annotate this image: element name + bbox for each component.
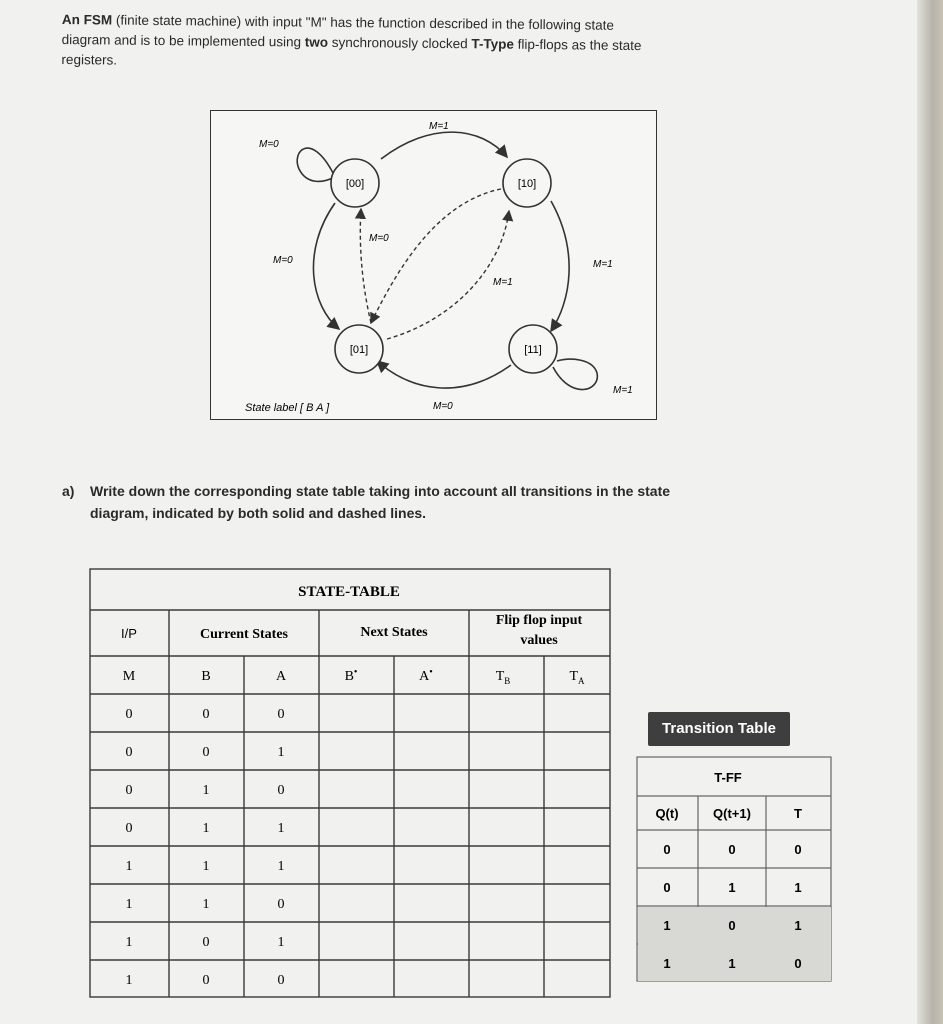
transition-table [636, 756, 832, 982]
state-row-1-b: 0 [202, 745, 210, 760]
tt-row-0-qt: 0 [663, 842, 671, 857]
state-row-7-b: 0 [202, 973, 210, 988]
col-b-next: B• [344, 667, 358, 684]
state-row-7-a: 0 [277, 973, 285, 988]
tt-row-3-qt: 1 [663, 956, 671, 971]
state-row-6-m: 1 [125, 935, 133, 950]
selfloop-00-arrow [297, 148, 335, 181]
state-10-label: [10] [517, 178, 537, 190]
state-row-0-b: 0 [202, 707, 210, 722]
state-row-6-b: 0 [202, 935, 210, 950]
tt-row-1-qt: 0 [663, 880, 671, 895]
tt-row-3-qt1: 1 [728, 956, 736, 971]
state-row-7-m: 1 [125, 973, 133, 988]
right-arc-arrow [551, 201, 569, 331]
state-table-title: STATE-TABLE [298, 584, 400, 600]
label-selfloop-00: M=0 [259, 139, 279, 150]
state-11-label: [11] [524, 344, 542, 356]
tt-row-0-t: 0 [794, 842, 802, 857]
state-label-legend: State label [ B A ] [245, 402, 330, 414]
left-arc-arrow [313, 203, 339, 329]
top-arc-arrow [381, 132, 507, 159]
selfloop-11-arrow [553, 359, 597, 389]
dashed-01-10-arrow [387, 211, 509, 339]
header-ff-line1: Flip flop input [495, 613, 583, 628]
label-right-arc: M=1 [593, 259, 613, 270]
tt-title: T-FF [714, 770, 742, 785]
problem-statement: An FSM (finite state machine) with input "M" has the function described in the following state diagram and is to be implemented using two synchronously clocked T-Type flip-flops as the state registers. [61, 11, 642, 68]
transition-table-badge: Transition Table [648, 712, 790, 746]
state-row-0-a: 0 [277, 707, 285, 722]
state-row-4-b: 1 [202, 859, 210, 874]
tt-row-1-t: 1 [794, 880, 802, 895]
label-inner-dash: M=0 [369, 233, 389, 244]
col-b: B [201, 669, 211, 684]
state-row-1-m: 0 [125, 745, 133, 760]
col-m: M [122, 669, 136, 684]
question-a: a) Write down the corresponding state table taking into account all transitions in the state diagram, indicated by both solid and dashed lines. [62, 483, 671, 521]
col-a: A [275, 669, 287, 684]
state-row-5-a: 0 [277, 897, 285, 912]
state-row-3-b: 1 [202, 821, 210, 836]
state-row-4-a: 1 [277, 859, 285, 874]
state-diagram [210, 110, 657, 420]
page-edge [917, 0, 943, 1024]
bottom-arc-arrow [377, 361, 511, 388]
label-selfloop-11: M=1 [613, 385, 633, 396]
label-bottom-arc: M=0 [433, 401, 453, 412]
tt-row-2-qt1: 0 [728, 918, 736, 933]
state-row-5-m: 1 [125, 897, 133, 912]
tt-row-0-qt1: 0 [728, 842, 736, 857]
state-row-2-a: 0 [277, 783, 285, 798]
header-ff-line2: values [520, 633, 558, 648]
tt-row-2-qt: 1 [663, 918, 671, 933]
state-row-4-m: 1 [125, 859, 133, 874]
tt-header-qt1: Q(t+1) [713, 806, 751, 821]
state-row-2-b: 1 [202, 783, 210, 798]
tt-header-t: T [794, 806, 802, 821]
col-tb: $T_B$ [495, 669, 511, 686]
state-row-0-m: 0 [125, 707, 133, 722]
dashed-01-00-arrow [360, 209, 371, 323]
tt-row-1-qt1: 1 [728, 880, 736, 895]
col-a-next: A• [419, 667, 433, 684]
state-row-3-m: 0 [125, 821, 133, 836]
col-ta: $T_A$ [569, 669, 585, 686]
state-row-5-b: 1 [202, 897, 210, 912]
tt-row-3-t: 0 [794, 956, 802, 971]
label-diag-dash: M=1 [493, 277, 513, 288]
state-row-3-a: 1 [277, 821, 285, 836]
state-table [89, 568, 629, 998]
label-top-arc: M=1 [429, 121, 449, 132]
dashed-10-01-arrow [371, 189, 501, 323]
state-01-label: [01] [349, 344, 369, 356]
tt-row-2-t: 1 [794, 918, 802, 933]
header-current-states: Current States [199, 627, 289, 642]
state-row-6-a: 1 [277, 935, 285, 950]
header-next-states: Next States [360, 625, 428, 640]
state-row-2-m: 0 [125, 783, 133, 798]
state-row-1-a: 1 [277, 745, 285, 760]
state-00-label: [00] [345, 178, 365, 190]
header-ip: I/P [121, 626, 137, 641]
label-left-arc: M=0 [273, 255, 293, 266]
tt-header-qt: Q(t) [655, 806, 679, 821]
